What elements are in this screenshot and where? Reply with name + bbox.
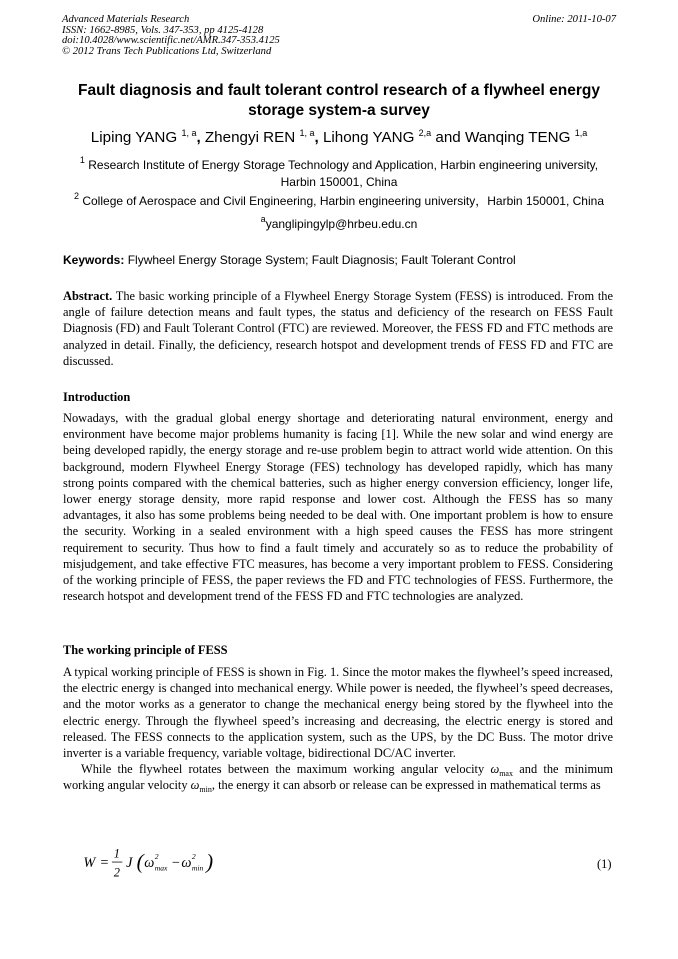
- author-name: Liping YANG: [90, 129, 178, 146]
- journal-header: [62, 15, 616, 57]
- working-principle-text: [63, 664, 613, 794]
- keywords-label: Keywords:: [63, 253, 125, 267]
- eq-superscript: 2: [191, 852, 196, 862]
- abstract: [63, 288, 613, 369]
- paragraph: [63, 761, 613, 793]
- affiliation-1: [60, 157, 618, 191]
- working-principle-heading: The working principle of FESS: [63, 643, 228, 657]
- author-affiliation-mark: 1,a: [574, 128, 588, 138]
- eq-numerator: 1: [113, 846, 120, 861]
- paragraph: A typical working principle of FESS is shown in Fig. 1. Since the motor makes the flywheel’s speed increased, the electric energy is changed into mechanical energy. While power is needed, the flywheel’s speed decreases, and the motor works as a generator to change the mechanical energy being stored by the flywheel into the electric energy. Through the flywheel speed’s increasing and decreasing, the electric energy is stored and released. The FESS connects to the application system, such as the UPS, by the DC Buss. The motor drive inverter is a variable frequency, variable voltage, bidirectional DC/AC inverter.: [63, 665, 613, 761]
- online-date: Online: 2011-10-07: [532, 14, 616, 25]
- eq-paren-close: ): [206, 849, 214, 874]
- affiliation-number: 2: [73, 191, 79, 201]
- eq-omega: ω: [144, 854, 155, 871]
- text-run: , the energy it can absorb or release can be expressed in mathematical terms as: [211, 778, 601, 793]
- author-name: Wanqing TENG: [464, 129, 571, 146]
- eq-superscript: 2: [154, 852, 159, 862]
- author-affiliation-mark: 2,a: [418, 128, 432, 138]
- eq-subscript: min: [191, 863, 204, 873]
- eq-equals: =: [99, 854, 110, 871]
- affiliation-2: [60, 193, 618, 210]
- omega-symbol: ω: [190, 778, 200, 793]
- eq-minus: −: [170, 854, 181, 871]
- eq-denominator: 2: [113, 865, 120, 880]
- eq-paren-open: (: [136, 849, 144, 874]
- author-list: [20, 128, 658, 148]
- author-separator: and: [431, 129, 465, 146]
- email-mark: a: [260, 214, 266, 224]
- text-run: and the minimum working angular velocity: [63, 762, 613, 793]
- affiliation-text: College of Aerospace and Civil Engineering, Harbin engineering university，Harbin 150001, China: [82, 194, 604, 208]
- author-affiliation-mark: 1, a: [299, 128, 315, 138]
- text-run: While the flywheel rotates between the maximum working angular velocity: [81, 762, 491, 777]
- journal-issn: ISSN: 1662-8985, Vols. 347-353, pp 4125-4128: [62, 24, 264, 36]
- journal-name: Advanced Materials Research: [62, 14, 190, 25]
- equation-number: (1): [597, 857, 612, 871]
- author-name: Lihong YANG: [322, 129, 415, 146]
- introduction-text: Nowadays, with the gradual global energy shortage and deteriorating natural environment, energy and environment have become major problems humanity is facing [1]. While the new solar and wind energy are being developed rapidly, the energy storage and re-use problem begin to attract world wide attention. On this background, modern Flywheel Energy Storage (FES) technology has developed rapidly, which has many strong points compared with the chemical batteries, such as higher energy conversion efficiency, longer life, lower energy storage density, more rapid response and lower cost. Although the FESS has so many advantages, it also has some problems being needed to be deal with. One important problem is how to ensure the security. Working in a sealed environment with a high speed causes the FESS has more stringent requirement to security. Thus how to find a fault timely and accurately so as to reduce the probability of misjudgement, and take effective FTC measures, has become a very important problem to FESS. Considering of the working principle of FESS, the paper reviews the FD and FTC technologies of FESS. Furthermore, the research hotspot and development trend of the FESS FD and FTC technologies are analyzed.: [63, 411, 613, 604]
- eq-J: J: [126, 854, 133, 871]
- title-line-1: Fault diagnosis and fault tolerant control research of a flywheel energy: [78, 82, 600, 99]
- author-name: Zhengyi REN: [204, 129, 296, 146]
- author-email: [60, 214, 618, 232]
- author-separator: ,: [314, 129, 323, 146]
- introduction-heading: Introduction: [63, 390, 131, 404]
- author-affiliation-mark: 1, a: [181, 128, 197, 138]
- affiliation-number: 1: [79, 155, 85, 165]
- paper-title: [40, 81, 638, 121]
- abstract-label: Abstract.: [63, 289, 113, 303]
- email-address[interactable]: yanglipingylp@hrbeu.edu.cn: [265, 217, 418, 231]
- subscript: min: [199, 785, 212, 795]
- subscript: max: [499, 769, 513, 779]
- equation-1: [80, 843, 220, 883]
- omega-symbol: ω: [490, 762, 500, 777]
- author-separator: ,: [196, 129, 205, 146]
- eq-subscript: max: [154, 863, 168, 873]
- affiliation-text: Research Institute of Energy Storage Technology and Application, Harbin engineering university,: [88, 158, 599, 172]
- title-line-2: storage system-a survey: [248, 102, 430, 119]
- journal-copyright: © 2012 Trans Tech Publications Ltd, Switzerland: [62, 45, 272, 57]
- journal-doi: doi:10.4028/www.scientific.net/AMR.347-353.4125: [62, 35, 280, 47]
- affiliation-text: Harbin 150001, China: [280, 175, 398, 189]
- eq-lhs: W: [83, 854, 96, 871]
- keywords-text: Flywheel Energy Storage System; Fault Diagnosis; Fault Tolerant Control: [127, 253, 516, 267]
- keywords: [63, 252, 615, 268]
- eq-omega: ω: [181, 854, 192, 871]
- abstract-text: The basic working principle of a Flywheel Energy Storage System (FESS) is introduced. From the angle of failure detection means and fault types, the status and deficiency of the research on FESS Fault Diagnosis (FD) and Fault Tolerant Control (FTC) are reviewed. Moreover, the FESS FD and FTC methods are analyzed in detail. Finally, the deficiency, research hotspot and development trends of FESS FD and FTC are discussed.: [63, 289, 613, 368]
